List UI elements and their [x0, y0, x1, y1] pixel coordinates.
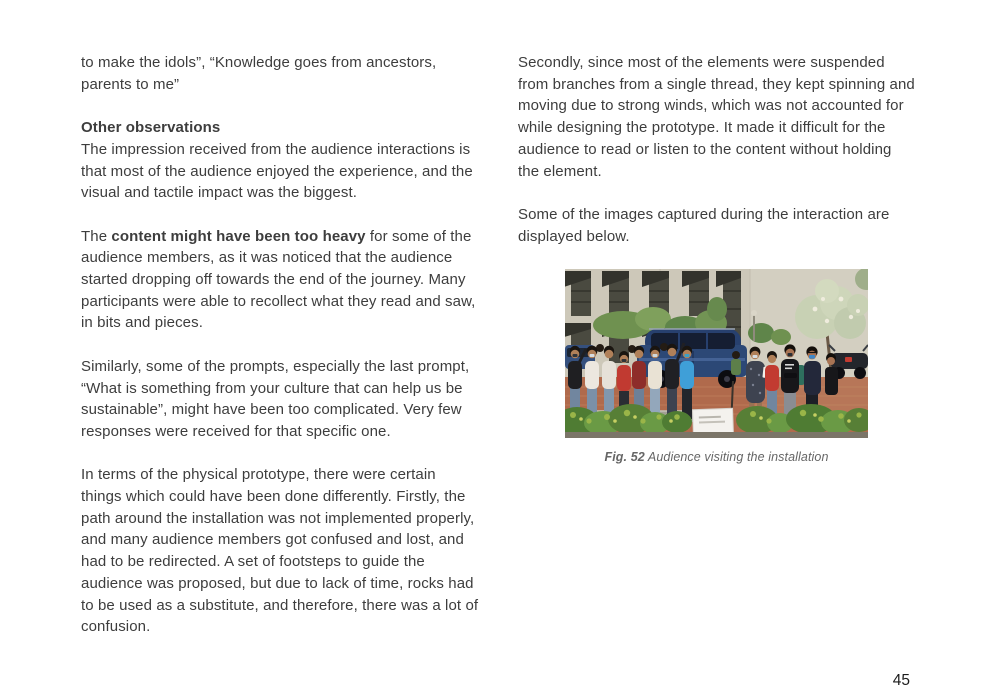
paragraph-prototype: In terms of the physical prototype, there were certain things which could have been done differently. Firstly, the path around the installation was not implemented properly, and many audience members got confused and lost, and had to be redirected. A set of footsteps to guide the audience was proposed, but due to lack of time, rocks had to be used as a substitute, and therefore, there was a lot of confusion. [81, 466, 479, 636]
paragraph-content-heavy [81, 226, 479, 335]
bold-emphasis: content might have been too heavy [111, 227, 366, 245]
left-column [81, 52, 479, 660]
caption-label: Fig. 52 [604, 450, 645, 464]
photo-bottom-edge [565, 432, 868, 438]
right-column [518, 52, 916, 465]
paragraph-secondly: Secondly, since most of the elements were suspended from branches from a single thread, they kept spinning and moving due to strong winds, which was not accounted for while designing the prototype. It made it difficult for the audience to read or listen to the content without holding the element. [518, 54, 915, 180]
figure-caption [565, 449, 868, 465]
figure-52 [518, 269, 916, 465]
text-run: for some of the audience members, as it was noticed that the audience started dropping off towards the end of the journey. Many participants were able to recollect what they read and saw, in bits and pieces. [81, 227, 476, 332]
section-heading: Other observations [81, 119, 221, 137]
page-number: 45 [892, 672, 910, 689]
installation-photo [565, 269, 868, 438]
caption-text: Audience visiting the installation [644, 450, 829, 464]
paragraph-images-intro: Some of the images captured during the interaction are displayed below. [518, 205, 890, 245]
paragraph-impression: The impression received from the audience interactions is that most of the audience enjoyed the experience, and the visual and tactile impact was the biggest. [81, 140, 473, 202]
installation-photo-drawing [565, 269, 868, 438]
paragraph-quotes: to make the idols”, “Knowledge goes from ancestors, parents to me” [81, 54, 437, 93]
paragraph-prompts: Similarly, some of the prompts, especially the last prompt, “What is something from your culture that can help us be sustainable”, might have been too complicated. Very few responses were received for that specific one. [81, 357, 470, 440]
text-run: The [81, 227, 112, 245]
